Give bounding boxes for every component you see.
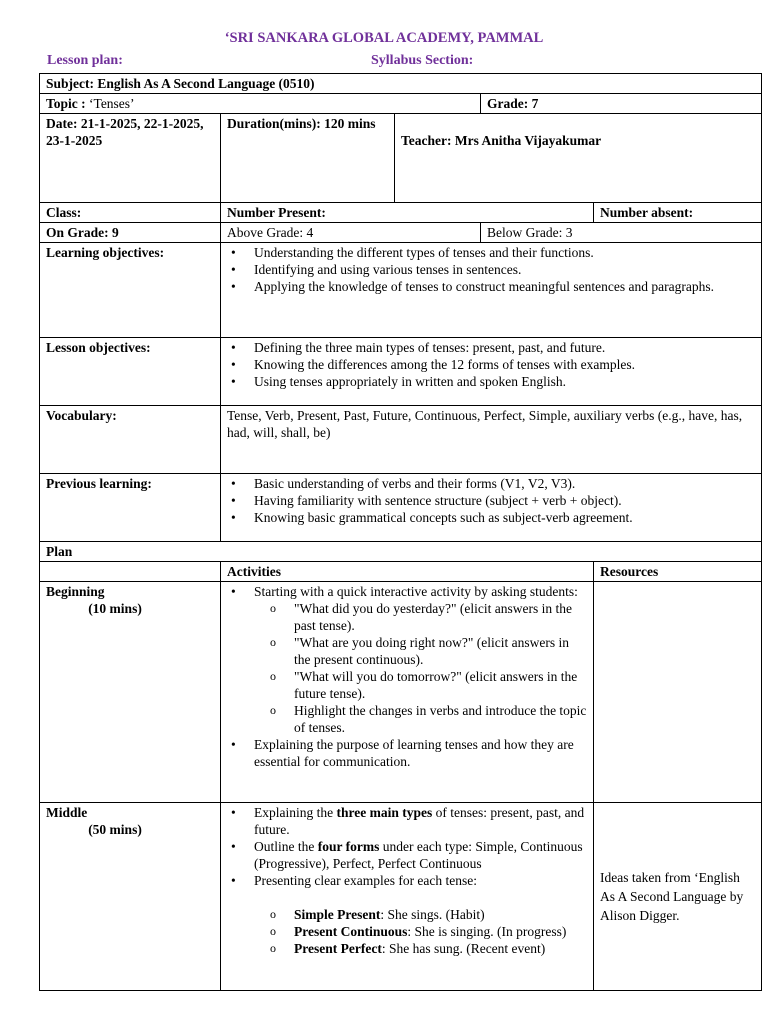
lesson-objectives-label-cell bbox=[40, 338, 221, 406]
date-text: Date: 21-1-2025, 22-1-2025, 23-1-2025 bbox=[46, 116, 204, 148]
resources-header: Resources bbox=[600, 564, 659, 579]
learning-objectives-label-cell bbox=[40, 243, 221, 338]
middle-list bbox=[227, 804, 587, 957]
teacher-cell bbox=[395, 114, 762, 203]
above-grade-cell bbox=[221, 223, 481, 243]
list-item: • Using tenses appropriately in written and spoken English. bbox=[254, 373, 755, 390]
examples-list bbox=[254, 906, 587, 957]
learning-objectives-label: Learning objectives: bbox=[46, 245, 165, 260]
lesson-plan-table bbox=[39, 73, 762, 991]
vocabulary-text: Tense, Verb, Present, Past, Future, Continuous, Perfect, Simple, auxiliary verbs (e.g., have, has, had, will, shall, be) bbox=[227, 408, 743, 440]
item-text: under each type: Simple, Continuous (Progressive), Perfect, Perfect Continuous bbox=[254, 839, 583, 871]
middle-resources-cell bbox=[594, 803, 762, 991]
beginning-sub-list bbox=[254, 600, 587, 736]
middle-label: Middle bbox=[46, 805, 88, 820]
beginning-list bbox=[227, 583, 587, 770]
beginning-label: Beginning bbox=[46, 584, 105, 599]
beginning-resources-cell bbox=[594, 582, 762, 803]
subject-text: Subject: English As A Second Language (0510) bbox=[46, 76, 315, 91]
beginning-label-cell bbox=[40, 582, 221, 803]
on-grade-text: On Grade: 9 bbox=[46, 225, 119, 240]
list-item: • Having familiarity with sentence structure (subject + verb + object). bbox=[254, 492, 755, 509]
plan-label: Plan bbox=[46, 544, 73, 559]
below-grade-cell bbox=[481, 223, 762, 243]
beginning-activities-cell bbox=[221, 582, 594, 803]
vocabulary-label-cell bbox=[40, 406, 221, 474]
item-text: Presenting clear examples for each tense: bbox=[254, 873, 478, 888]
list-item bbox=[254, 804, 587, 838]
list-item bbox=[254, 872, 587, 957]
number-present-cell bbox=[221, 203, 594, 223]
grade-text: Grade: 7 bbox=[487, 96, 539, 111]
example-text: : She is singing. (In progress) bbox=[407, 924, 567, 939]
middle-activities-cell bbox=[221, 803, 594, 991]
lesson-objectives-list bbox=[227, 339, 755, 390]
previous-learning-list bbox=[227, 475, 755, 526]
on-grade-cell bbox=[40, 223, 221, 243]
teacher-text: Teacher: Mrs Anitha Vijayakumar bbox=[401, 133, 602, 148]
lesson-objectives-cell bbox=[221, 338, 762, 406]
example-term: Simple Present bbox=[294, 907, 381, 922]
school-name: ‘SRI SANKARA GLOBAL ACADEMY, PAMMAL bbox=[224, 30, 544, 46]
vocabulary-cell bbox=[221, 406, 762, 474]
list-item: • Identifying and using various tenses in sentences. bbox=[254, 261, 755, 278]
sub-list-item: o "What will you do tomorrow?" (elicit answers in the future tense). bbox=[294, 668, 587, 702]
vocabulary-label: Vocabulary: bbox=[46, 408, 117, 423]
item-text: Outline the bbox=[254, 839, 318, 854]
number-present-label: Number Present: bbox=[227, 205, 326, 220]
list-item: • Explaining the purpose of learning tenses and how they are essential for communication. bbox=[254, 736, 587, 770]
topic-label: Topic : bbox=[46, 96, 86, 111]
grade-cell bbox=[481, 94, 762, 114]
learning-objectives-list bbox=[227, 244, 755, 295]
previous-learning-label-cell bbox=[40, 474, 221, 542]
plan-cell bbox=[40, 542, 762, 562]
list-item: • Applying the knowledge of tenses to construct meaningful sentences and paragraphs. bbox=[254, 278, 755, 295]
lesson-plan-label: Lesson plan: bbox=[47, 53, 123, 68]
middle-label-cell bbox=[40, 803, 221, 991]
item-bold: three main types bbox=[336, 805, 433, 820]
date-cell bbox=[40, 114, 221, 203]
learning-objectives-cell bbox=[221, 243, 762, 338]
list-item: • Understanding the different types of tenses and their functions. bbox=[254, 244, 755, 261]
example-item bbox=[294, 906, 587, 923]
duration-text: Duration(mins): 120 mins bbox=[227, 116, 376, 131]
example-item bbox=[294, 940, 587, 957]
class-cell bbox=[40, 203, 221, 223]
example-term: Present Continuous bbox=[294, 924, 408, 939]
resources-header-cell bbox=[594, 562, 762, 582]
example-text: : She has sung. (Recent event) bbox=[381, 941, 546, 956]
example-text: : She sings. (Habit) bbox=[380, 907, 485, 922]
sub-list-item: o Highlight the changes in verbs and introduce the topic of tenses. bbox=[294, 702, 587, 736]
example-item bbox=[294, 923, 587, 940]
below-grade-text: Below Grade: 3 bbox=[487, 225, 573, 240]
number-absent-label: Number absent: bbox=[600, 205, 694, 220]
subject-cell bbox=[40, 74, 762, 94]
list-item: • Defining the three main types of tenses: present, past, and future. bbox=[254, 339, 755, 356]
item-text: Explaining the bbox=[254, 805, 337, 820]
topic-value: ‘Tenses’ bbox=[89, 96, 135, 111]
syllabus-section-label: Syllabus Section: bbox=[371, 53, 474, 68]
topic-cell bbox=[40, 94, 481, 114]
example-term: Present Perfect bbox=[294, 941, 382, 956]
item-bold: four forms bbox=[317, 839, 380, 854]
list-item bbox=[254, 583, 587, 736]
lesson-objectives-label: Lesson objectives: bbox=[46, 340, 151, 355]
duration-cell bbox=[221, 114, 395, 203]
sub-list-item: o "What did you do yesterday?" (elicit answers in the past tense). bbox=[294, 600, 587, 634]
item-text: of tenses: present, past, and future. bbox=[254, 805, 585, 837]
beginning-intro: Starting with a quick interactive activity by asking students: bbox=[254, 584, 578, 599]
beginning-time: (10 mins) bbox=[88, 601, 142, 616]
activities-header: Activities bbox=[227, 564, 281, 579]
list-item bbox=[254, 838, 587, 872]
activities-header-cell bbox=[221, 562, 594, 582]
class-label: Class: bbox=[46, 205, 82, 220]
middle-time: (50 mins) bbox=[88, 822, 142, 837]
list-item: • Knowing the differences among the 12 forms of tenses with examples. bbox=[254, 356, 755, 373]
previous-learning-label: Previous learning: bbox=[46, 476, 152, 491]
plan-empty-cell bbox=[40, 562, 221, 582]
list-item: • Knowing basic grammatical concepts such as subject-verb agreement. bbox=[254, 509, 755, 526]
number-absent-cell bbox=[594, 203, 762, 223]
list-item: • Basic understanding of verbs and their forms (V1, V2, V3). bbox=[254, 475, 755, 492]
previous-learning-cell bbox=[221, 474, 762, 542]
resource-text: Ideas taken from ‘English As A Second Language by Alison Digger. bbox=[600, 870, 744, 923]
above-grade-text: Above Grade: 4 bbox=[227, 225, 314, 240]
sub-list-item: o "What are you doing right now?" (elicit answers in the present continuous). bbox=[294, 634, 587, 668]
